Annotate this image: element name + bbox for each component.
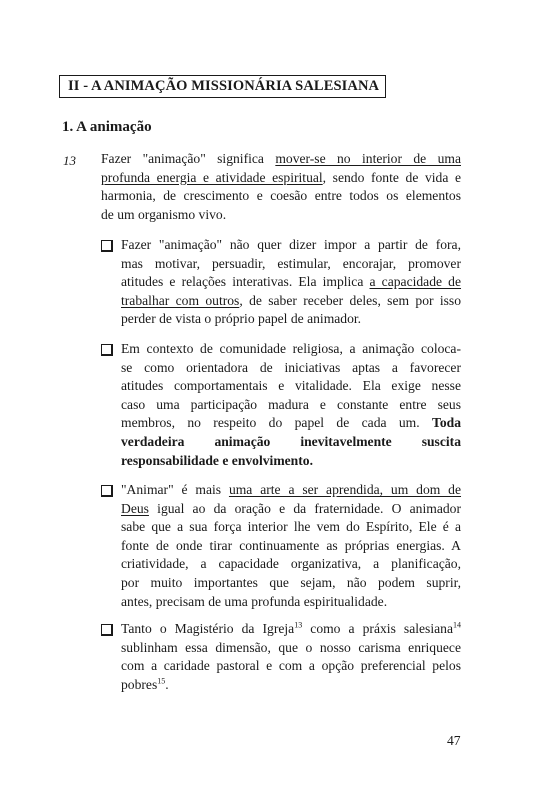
bold-text: Toda bbox=[432, 415, 461, 431]
underlined-text: trabalhar com outros bbox=[121, 292, 240, 308]
text-line: mas motivar, persuadir, estimular, encorajar, promover bbox=[121, 255, 461, 271]
text-span: atitudes e relações interativas. Ela implica bbox=[121, 274, 370, 290]
text-line: antes, precisam de uma profunda espiritualidade. bbox=[121, 593, 388, 609]
text-span: "Animar" é mais bbox=[121, 482, 229, 497]
subsection-title: 1. A animação bbox=[62, 119, 152, 135]
text-line: atitudes comportamentais e vitalidade. Ela exige nesse bbox=[121, 378, 461, 394]
bullet-text bbox=[121, 481, 461, 611]
text-span: membros, no respeito do papel de cada um. bbox=[121, 415, 433, 431]
text-span: , de saber receber deles, sem por isso bbox=[239, 292, 461, 308]
text-line bbox=[101, 150, 461, 169]
text-span: Tanto o Magistério da Igreja bbox=[121, 621, 295, 636]
text-line bbox=[121, 676, 461, 695]
text-line: fonte de onde tirar continuamente as próprias energias. A bbox=[121, 537, 461, 553]
text-line bbox=[121, 433, 461, 452]
footnote-ref: 15 bbox=[157, 676, 166, 686]
text-line bbox=[121, 273, 461, 292]
text-line bbox=[121, 500, 461, 519]
text-line bbox=[121, 481, 461, 500]
text-line: harmonia, de crescimento e coesão entre todos os elementos bbox=[101, 188, 461, 204]
underlined-text: mover-se no interior de uma bbox=[275, 151, 461, 166]
bullet-text bbox=[121, 620, 461, 694]
text-line bbox=[121, 452, 461, 471]
bullet-text bbox=[121, 236, 461, 329]
text-span: Fazer "animação" significa bbox=[101, 151, 276, 166]
underlined-text: Deus bbox=[121, 500, 149, 516]
text-line: sabe que a sua força interior lhe vem do Espírito, Ele é a bbox=[121, 519, 461, 535]
text-span: igual ao da oração e da fraternidade. O animador bbox=[148, 500, 461, 516]
text-span: , sendo fonte de vida e bbox=[322, 169, 461, 185]
footnote-ref: 13 bbox=[294, 620, 303, 630]
bullet-item bbox=[101, 340, 461, 470]
text-line: sublinham essa dimensão, que o nosso carisma enriquece bbox=[121, 639, 461, 655]
text-span: pobres bbox=[121, 676, 158, 692]
text-line: perder de vista o próprio papel de animador. bbox=[121, 311, 362, 327]
text-line: caso uma participação madura e constante entre seus bbox=[121, 396, 461, 412]
bullet-item bbox=[101, 481, 461, 611]
text-line bbox=[121, 414, 461, 433]
checkbox-bullet-icon bbox=[101, 485, 113, 497]
checkbox-bullet-icon bbox=[101, 344, 113, 356]
bold-text: responsabilidade e envolvimento. bbox=[121, 452, 313, 468]
checkbox-bullet-icon bbox=[101, 624, 113, 636]
text-line: com a caridade pastoral e com a opção preferencial pelos bbox=[121, 658, 461, 674]
underlined-text: profunda energia e atividade espiritual bbox=[101, 169, 323, 185]
text-line: se como orientadora de iniciativas aptas a favorecer bbox=[121, 359, 461, 375]
text-line bbox=[121, 292, 461, 311]
text-line: por muito importantes que sejam, não podem suprir, bbox=[121, 574, 461, 590]
underlined-text: uma arte a ser aprendida, um dom de bbox=[228, 482, 462, 497]
bullet-text bbox=[121, 340, 461, 470]
text-line bbox=[121, 620, 461, 639]
text-span: . bbox=[165, 676, 169, 692]
underlined-text: a capacidade de bbox=[369, 274, 462, 290]
bullet-item bbox=[101, 236, 461, 329]
bold-text: verdadeira animação inevitavelmente suscita bbox=[121, 433, 461, 449]
text-line bbox=[101, 169, 461, 188]
footnote-ref: 14 bbox=[452, 620, 461, 630]
section-title: II - A ANIMAÇÃO MISSIONÁRIA SALESIANA bbox=[59, 75, 386, 98]
checkbox-bullet-icon bbox=[101, 240, 113, 252]
text-line: Fazer "animação" não quer dizer impor a partir de fora, bbox=[121, 237, 461, 252]
bullet-item bbox=[101, 620, 461, 694]
page-number: 47 bbox=[447, 733, 461, 748]
text-line: de um organismo vivo. bbox=[101, 206, 227, 222]
text-span: como a práxis salesiana bbox=[302, 621, 453, 636]
intro-paragraph bbox=[101, 150, 461, 224]
text-line: Em contexto de comunidade religiosa, a animação coloca- bbox=[121, 341, 461, 356]
paragraph-number: 13 bbox=[63, 153, 76, 168]
text-line: criatividade, a capacidade organizativa, a planificação, bbox=[121, 556, 461, 572]
